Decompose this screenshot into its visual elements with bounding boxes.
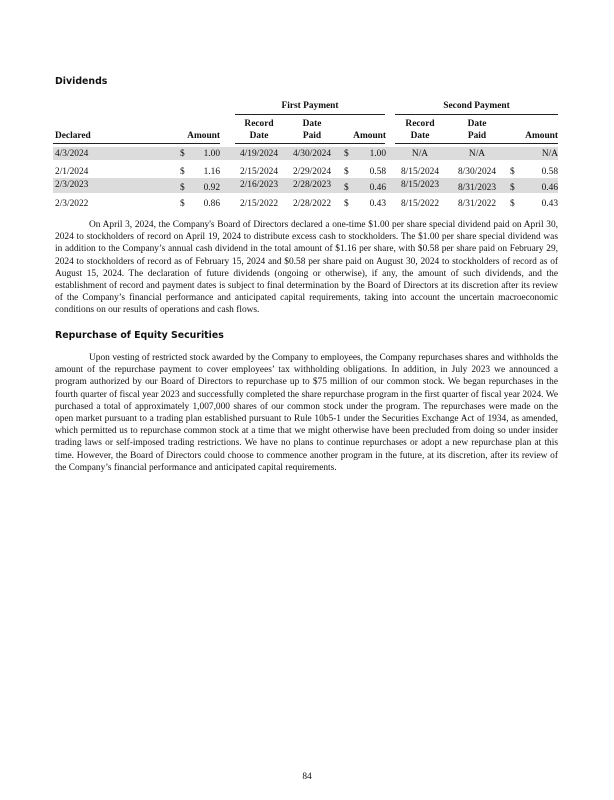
table-row-2-currency-1: $ — [344, 167, 349, 177]
table-row-2-amount-2: 0.58 — [541, 167, 558, 177]
table-row-3-declared: 2/3/2023 — [55, 180, 89, 190]
dividends-heading: Dividends — [55, 76, 108, 87]
table-row-3-date-paid-2: 8/31/2023 — [457, 183, 497, 193]
table-row-4-declared: 2/3/2022 — [55, 199, 89, 209]
col-record-date-1-line2: Date — [249, 131, 269, 141]
table-row-1-amount-1: 1.00 — [369, 149, 386, 159]
first-payment-header: First Payment — [281, 101, 339, 111]
table-row-4-amount-2: 0.43 — [541, 199, 558, 209]
table-row-4-currency: $ — [180, 199, 185, 209]
repurchase-heading: Repurchase of Equity Securities — [55, 330, 224, 341]
repurchase-paragraph: Upon vesting of restricted stock awarded by the Company to employees, the Company repurchases shares and withholds the amount of the repurchase payment to cover employees’ tax withholding obligations. In addition, in July 2023 we announced a program authorized by our Board of Directors to repurchase up to $75 million of our common stock. We began repurchases in the fourth quarter of fiscal year 2023 and successfully completed the share repurchase program in the first quarter of fiscal year 2024. We purchased a total of approximately 1,007,000 shares of our common stock under the program. The repurchases were made on the open market pursuant to a trading plan established pursuant to Rule 10b5-1 under the Securities Exchange Act of 1934, as amended, which permitted us to repurchase common stock at a time that we might otherwise have been precluded from doing so under insider trading laws or self-imposed trading restrictions. We have no plans to continue repurchases or adopt a new repurchase plan at this time. However, the Board of Directors could choose to commence another program in the future, at its discretion, after its review of the Company’s financial performance and anticipated capital requirements. — [55, 353, 558, 473]
col-date-paid-1-line1: Date — [302, 119, 322, 129]
table-row-1-declared: 4/3/2024 — [55, 149, 89, 159]
table-row-1-record-date-1: 4/19/2024 — [239, 149, 279, 159]
col-amount-2: Amount — [525, 131, 558, 141]
col-declared: Declared — [55, 131, 91, 141]
table-row-2-date-paid-1: 2/29/2024 — [292, 167, 332, 177]
header-rule-first — [235, 143, 385, 144]
table-row-1-currency-1: $ — [344, 149, 349, 159]
header-rule-declared — [53, 143, 220, 144]
table-row-3-record-date-2: 8/15/2023 — [400, 180, 440, 190]
dividends-paragraph: On April 3, 2024, the Company's Board of Directors declared a one-time $1.00 per share special dividend paid on April 30, 2024 to stockholders of record on April 19, 2024 to distribute excess cash to stockholders. The $1.00 per share special dividend was in addition to the Company’s annual cash dividend in the total amount of $1.16 per share, with $0.58 per share paid on February 29, 2024 to stockholders of record as of February 15, 2024 and $0.58 per share paid on August 30, 2024 to stockholders of record as of August 15, 2024. The declaration of future dividends (ongoing or otherwise), if any, the amount of such dividends, and the establishment of record and payment dates is subject to final determination by the Board of Directors at its discretion after its review of the Company’s financial performance and anticipated capital requirements, taking into account the uncertain macroeconomic conditions on our results of operations and cash flows. — [55, 220, 558, 316]
table-row-1-date-paid-2: N/A — [468, 149, 486, 159]
col-amount-1: Amount — [353, 131, 386, 141]
second-payment-header: Second Payment — [443, 101, 510, 111]
table-row-4-record-date-2: 8/15/2022 — [400, 199, 440, 209]
table-row-3-record-date-1: 2/16/2023 — [239, 180, 279, 190]
col-date-paid-2-line1: Date — [467, 119, 487, 129]
table-row-3-amount-2: 0.46 — [541, 183, 558, 193]
table-row-4-currency-1: $ — [344, 199, 349, 209]
table-row-3-amount: 0.92 — [203, 183, 220, 193]
col-record-date-2-line2: Date — [410, 131, 430, 141]
first-payment-rule — [235, 114, 385, 115]
col-record-date-2-line1: Record — [405, 119, 435, 129]
table-row-2-amount: 1.16 — [203, 167, 220, 177]
table-row-4-record-date-1: 2/15/2022 — [239, 199, 279, 209]
header-rule-second — [395, 143, 558, 144]
table-row-2-currency: $ — [180, 167, 185, 177]
table-row-4-date-paid-2: 8/31/2022 — [457, 199, 497, 209]
table-row-4-currency-2: $ — [510, 199, 515, 209]
dividends-table — [0, 0, 614, 220]
table-row-3-amount-1: 0.46 — [369, 183, 386, 193]
table-row-2-declared: 2/1/2024 — [55, 167, 89, 177]
table-row-1-amount-2: N/A — [541, 149, 558, 159]
table-row-2-record-date-2: 8/15/2024 — [400, 167, 440, 177]
col-date-paid-1-line2: Paid — [302, 131, 322, 141]
table-row-1-amount: 1.00 — [203, 149, 220, 159]
table-row-2-currency-2: $ — [510, 167, 515, 177]
table-row-2-date-paid-2: 8/30/2024 — [457, 167, 497, 177]
table-row-1-currency: $ — [180, 149, 185, 159]
col-date-paid-2-line2: Paid — [467, 131, 487, 141]
second-payment-rule — [395, 114, 558, 115]
table-row-1-date-paid-1: 4/30/2024 — [292, 149, 332, 159]
table-row-3-currency-2: $ — [510, 183, 515, 193]
table-row-2-record-date-1: 2/15/2024 — [239, 167, 279, 177]
table-row-1-record-date-2: N/A — [411, 149, 429, 159]
table-row-4-amount: 0.86 — [203, 199, 220, 209]
table-row-2-amount-1: 0.58 — [369, 167, 386, 177]
table-row-4-date-paid-1: 2/28/2022 — [292, 199, 332, 209]
page-number: 84 — [302, 772, 312, 782]
col-record-date-1-line1: Record — [244, 119, 274, 129]
table-row-3-date-paid-1: 2/28/2023 — [292, 180, 332, 190]
col-amount: Amount — [187, 131, 220, 141]
table-row-3-currency: $ — [180, 183, 185, 193]
table-row-3-currency-1: $ — [344, 183, 349, 193]
table-row-4-amount-1: 0.43 — [369, 199, 386, 209]
